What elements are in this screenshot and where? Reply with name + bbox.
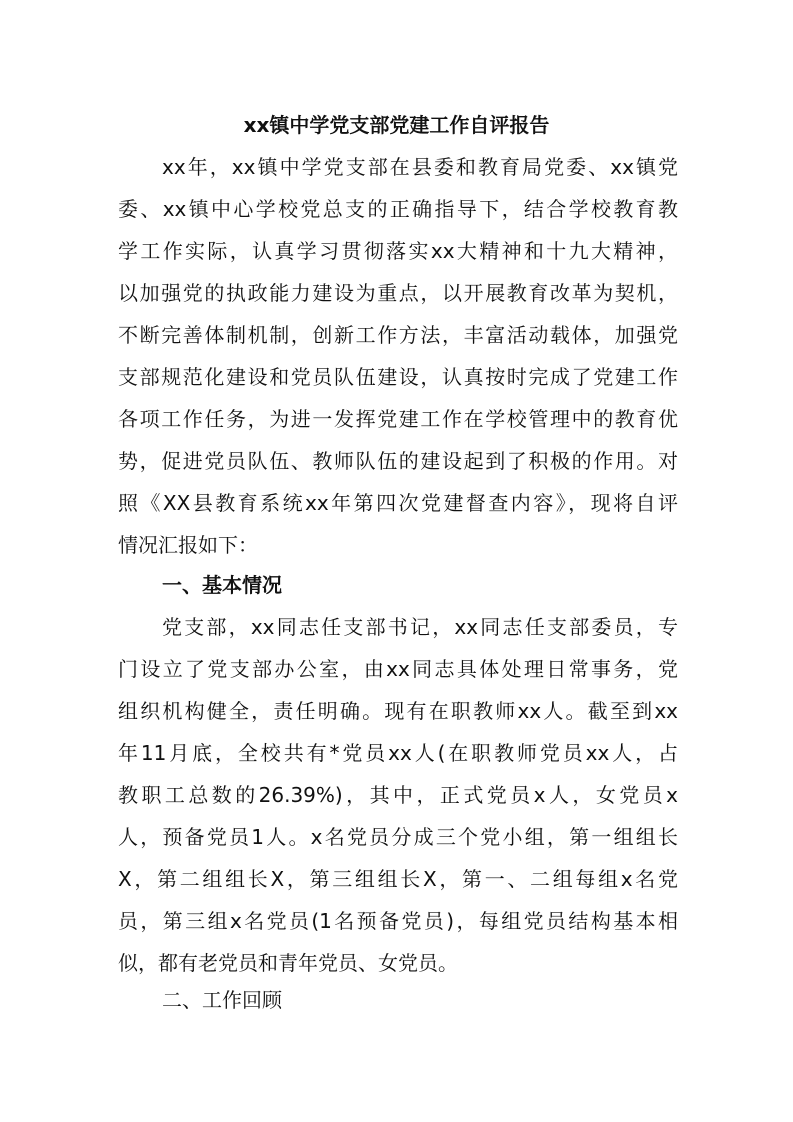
paragraph-line: 支部规范化建设和党员队伍建设，认真按时完成了党建工作 (118, 365, 678, 389)
paragraph-line: 势，促进党员队伍、教师队伍的建设起到了积极的作用。对 (118, 449, 678, 473)
paragraph-line: 各项工作任务，为进一发挥党建工作在学校管理中的教育优 (118, 407, 678, 431)
paragraph-line: 年11月底，全校共有*党员xx人(在职教师党员xx人，占 (118, 741, 678, 765)
paragraph-line: 委、xx镇中心学校党总支的正确指导下，结合学校教育教 (118, 197, 678, 221)
paragraph-line: 党支部，xx同志任支部书记，xx同志任支部委员，专 (162, 615, 678, 639)
paragraph-line: 教职工总数的26.39%)，其中，正式党员x人，女党员x (118, 783, 678, 807)
paragraph-line: xx年，xx镇中学党支部在县委和教育局党委、xx镇党 (162, 155, 678, 179)
paragraph-line: 学工作实际，认真学习贯彻落实xx大精神和十九大精神， (118, 239, 678, 263)
paragraph-line: 以加强党的执政能力建设为重点，以开展教育改革为契机， (118, 281, 678, 305)
paragraph-line: 照《XX县教育系统xx年第四次党建督查内容》，现将自评 (118, 491, 678, 515)
paragraph-line: X，第二组组长X，第三组组长X，第一、二组每组x名党 (118, 867, 678, 891)
paragraph-line: 门设立了党支部办公室，由xx同志具体处理日常事务，党 (118, 657, 678, 681)
document-title: xx镇中学党支部党建工作自评报告 (243, 113, 550, 137)
paragraph-line: 似，都有老党员和青年党员、女党员。 (118, 951, 458, 975)
section-heading-work-review: 二、工作回顾 (162, 988, 282, 1012)
paragraph-line: 员，第三组x名党员(1名预备党员)，每组党员结构基本相 (118, 909, 678, 933)
section-heading-basic-info: 一、基本情况 (162, 573, 282, 597)
paragraph-line: 不断完善体制机制，创新工作方法，丰富活动载体，加强党 (118, 323, 678, 347)
paragraph-line: 人，预备党员1人。x名党员分成三个党小组，第一组组长 (118, 825, 678, 849)
paragraph-line: 组织机构健全，责任明确。现有在职教师xx人。截至到xx (118, 699, 678, 723)
paragraph-line: 情况汇报如下： (118, 533, 258, 557)
